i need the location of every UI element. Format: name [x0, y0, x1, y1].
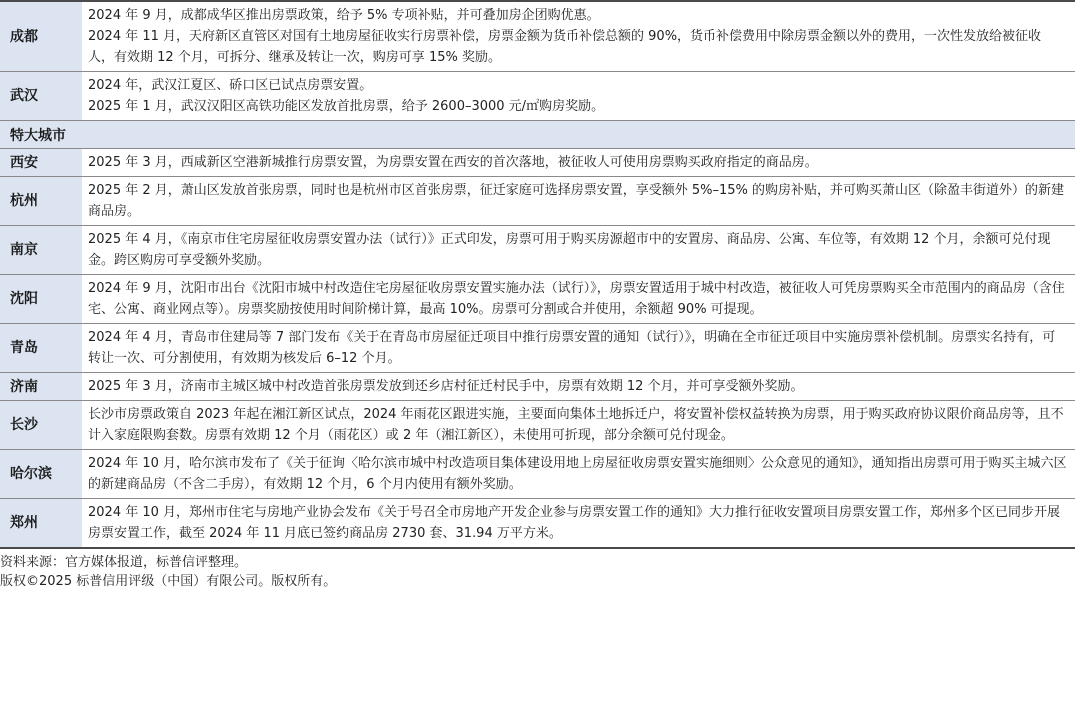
policy-line: 2024 年，武汉江夏区、硚口区已试点房票安置。	[88, 78, 373, 93]
table-row	[0, 324, 1075, 373]
city-name: 哈尔滨	[0, 450, 82, 498]
source-note: 资料来源：官方媒体报道，标普信评整理。	[0, 555, 248, 570]
policy-description	[82, 177, 1075, 225]
policy-line: 2025 年 4 月，《南京市住宅房屋征收房票安置办法（试行）》正式印发，房票可用于购买房源超市中的安置房、商品房、公寓、车位等，有效期 12 个月，余额可兑付现金。跨区购房可享受额外奖励。	[88, 232, 1051, 268]
city-name: 沈阳	[0, 275, 82, 323]
table-row	[0, 499, 1075, 549]
policy-description	[82, 450, 1075, 498]
city-name: 济南	[0, 373, 82, 400]
policy-line: 2025 年 1 月，武汉汉阳区高铁功能区发放首批房票，给予 2600–3000 元/㎡购房奖励。	[88, 99, 605, 114]
policy-description	[82, 275, 1075, 323]
table-row	[0, 177, 1075, 226]
policy-line: 2024 年 10 月，郑州市住宅与房地产业协会发布《关于号召全市房地产开发企业参与房票安置工作的通知》大力推行征收安置项目房票安置工作，郑州多个区已同步开展房票安置工作，截至 2024 年 11 月底已签约商品房 2730 套、31.94 万平方米。	[88, 505, 1061, 541]
footer	[0, 553, 336, 591]
rows-top	[0, 2, 1075, 121]
policy-description	[82, 373, 1075, 400]
city-name: 武汉	[0, 72, 82, 120]
city-name: 成都	[0, 2, 82, 71]
city-name: 西安	[0, 149, 82, 176]
policy-description	[82, 499, 1075, 547]
policy-line: 2025 年 3 月，济南市主城区城中村改造首张房票发放到还乡店村征迁村民手中，房票有效期 12 个月，并可享受额外奖励。	[88, 379, 804, 394]
policy-line: 2024 年 10 月，哈尔滨市发布了《关于征询〈哈尔滨市城中村改造项目集体建设用地上房屋征收房票安置实施细则〉公众意见的通知》，通知指出房票可用于购买主城六区的新建商品房（不含二手房），有效期 12 个月，6 个月内使用有额外奖励。	[88, 456, 1067, 492]
copyright-note: 版权©2025 标普信用评级（中国）有限公司。版权所有。	[0, 574, 337, 589]
section-header-megacities	[0, 121, 1075, 149]
table-row	[0, 401, 1075, 450]
policy-description	[82, 324, 1075, 372]
section-title: 特大城市	[10, 127, 66, 144]
policy-description	[82, 2, 1075, 71]
policy-line: 2025 年 2 月，萧山区发放首张房票，同时也是杭州市区首张房票，征迁家庭可选择房票安置，享受额外 5%–15% 的购房补贴，并可购买萧山区（除盈丰街道外）的新建商品房。	[88, 183, 1065, 219]
rows-bottom	[0, 149, 1075, 549]
policy-line: 2024 年 9 月，成都成华区推出房票政策，给予 5% 专项补贴，并可叠加房企团购优惠。	[88, 8, 600, 23]
city-name: 郑州	[0, 499, 82, 547]
city-name: 杭州	[0, 177, 82, 225]
policy-line: 长沙市房票政策自 2023 年起在湘江新区试点，2024 年雨花区跟进实施，主要面向集体土地拆迁户，将安置补偿权益转换为房票，用于购买政府协议限价商品房等，且不计入家庭限购套数。房票有效期 12 个月（雨花区）或 2 年（湘江新区），未使用可折现，部分余额可兑付现金。	[88, 407, 1064, 443]
policy-description	[82, 226, 1075, 274]
table-row	[0, 373, 1075, 401]
table-row	[0, 72, 1075, 121]
policy-line: 2024 年 9 月，沈阳市出台《沈阳市城中村改造住宅房屋征收房票安置实施办法（试行）》，房票安置适用于城中村改造，被征收人可凭房票购买全市范围内的商品房（含住宅、公寓、商业网点等）。房票奖励按使用时间阶梯计算，最高 10%。房票可分割或合并使用，余额超 90% 可提现。	[88, 281, 1065, 317]
city-name: 青岛	[0, 324, 82, 372]
table-row	[0, 226, 1075, 275]
city-name: 长沙	[0, 401, 82, 449]
policy-line: 2024 年 11 月，天府新区直管区对国有土地房屋征收实行房票补偿，房票金额为货币补偿总额的 90%，货币补偿费用中除房票金额以外的费用，一次性发放给被征收人，有效期 12 个月，可拆分、继承及转让一次，购房可享 15% 奖励。	[88, 29, 1042, 65]
table-row	[0, 149, 1075, 177]
city-name: 南京	[0, 226, 82, 274]
table-row	[0, 450, 1075, 499]
policy-description	[82, 401, 1075, 449]
policy-description	[82, 149, 1075, 176]
policy-line: 2024 年 4 月，青岛市住建局等 7 部门发布《关于在青岛市房屋征迁项目中推行房票安置的通知（试行）》，明确在全市征迁项目中实施房票补偿机制。房票实名持有，可转让一次、可分割使用，有效期为核发后 6–12 个月。	[88, 330, 1056, 366]
policy-description	[82, 72, 1075, 120]
table-row	[0, 2, 1075, 72]
policy-line: 2025 年 3 月，西咸新区空港新城推行房票安置，为房票安置在西安的首次落地，被征收人可使用房票购买政府指定的商品房。	[88, 155, 818, 170]
table-row	[0, 275, 1075, 324]
